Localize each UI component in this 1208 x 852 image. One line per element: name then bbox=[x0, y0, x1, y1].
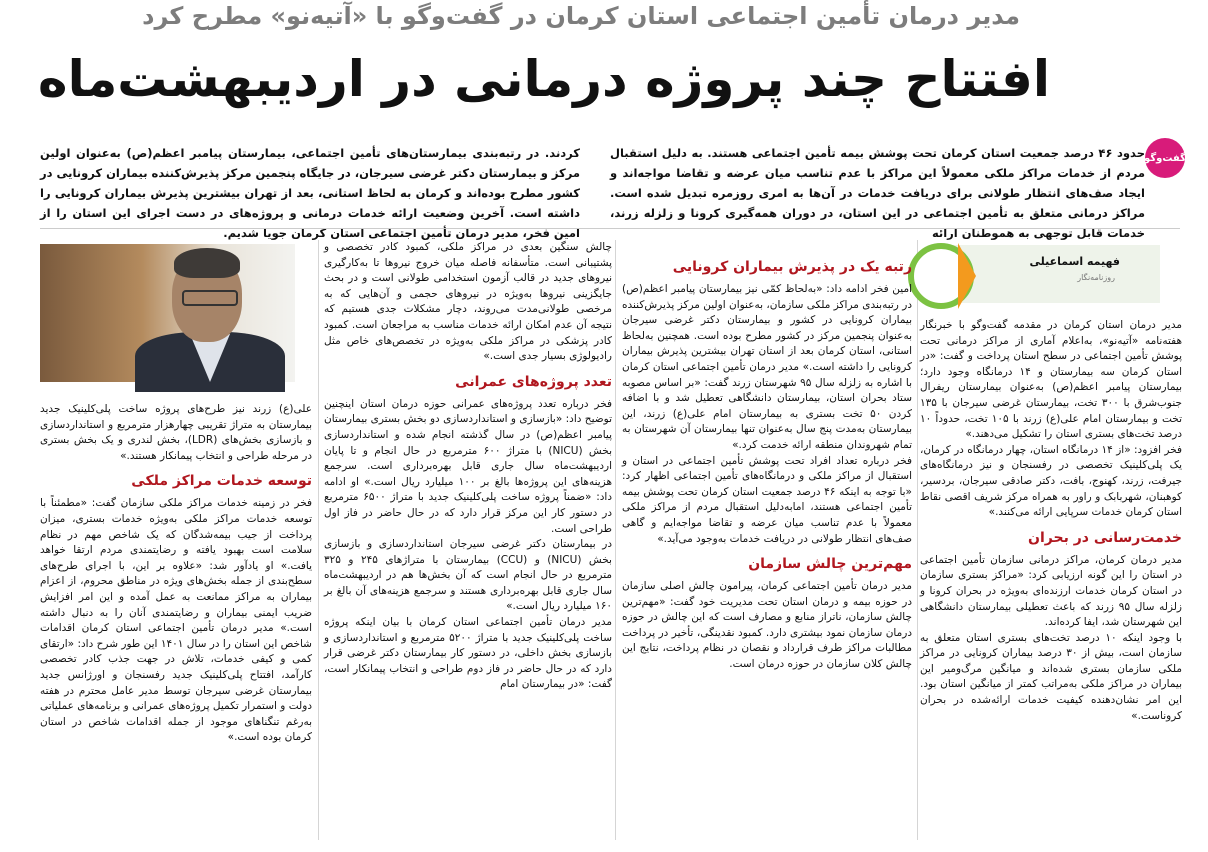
paragraph: مدیر درمان تأمین اجتماعی کرمان، پیرامون چالش اصلی سازمان در حوزه بیمه و درمان استان تحت مدیریت خود گفت: «مهم‌ترین چالش سازمان، ناتراز منابع و مصارف است که این چالش در حوزه درمان سازمان نمود بیشتری دارد. کمبود نقدینگی، تأخیر در پرداخت مطالبات مراکز طرف قرارداد و نقصان در نظام پرداخت، نتایج این چالش کلان سازمان در حوزه درمان است. bbox=[622, 580, 912, 671]
subheading: توسعه خدمات مراکز ملکی bbox=[131, 473, 312, 490]
paragraph: در بیمارستان دکتر غرضی سیرجان استانداردسازی و بازسازی بخش (NICU) و (CCU) بیمارستان با متراژهای ۲۴۵ و ۳۲۵ مترمربع در حال انجام است که آن بخش‌ها هم در اردیبهشت‌ماه سال جاری قابل بهره‌برداری هستند و سرجمع هزینه‌های آن بالغ بر ۱۶۰ میلیارد ریال است.» bbox=[324, 538, 612, 613]
author-arrow-icon bbox=[958, 243, 976, 309]
divider bbox=[40, 228, 1180, 229]
paragraph: فخر افزود: «از ۱۴ درمانگاه استان، چهار درمانگاه در کرمان، یک پلی‌کلینیک تخصصی در رفسنجان و نیز درمانگاه‌های جیرفت، زرند، کهنوج، بافت، دکتر صادقی سیرجان، بردسیر، کوهبنان، شهربابک و راور به همراه مرکز شریف اقصی نقاط استان کرمان خدمات سرپایی ارائه می‌کنند.» bbox=[920, 443, 1182, 519]
column-divider bbox=[615, 240, 616, 840]
column-4 bbox=[40, 402, 312, 846]
paragraph: مدیر درمان استان کرمان در مقدمه گفت‌وگو با خبرنگار هفته‌نامه «آتیه‌نو»، به‌اعلام آماری از مراکز درمانی تحت پوشش تأمین اجتماعی در سطح استان پرداخت و گفت: «در استان کرمان سه بیمارستان و ۱۴ درمانگاه وجود دارد؛ بیمارستان پیامبر اعظم(ص) به‌عنوان بیمارستان ریفرال جنوب‌شرق با ۳۰۰ تخت، بیمارستان غرضی سیرجان با ۱۳۵ تخت و بیمارستان امام علی(ع) زرند با ۱۰۵ تخت، حدوداً ۱۰ درصد تخت‌های بستری استان را تشکیل می‌دهند.» bbox=[920, 319, 1182, 441]
paragraph: مدیر درمان تأمین اجتماعی استان کرمان با بیان اینکه پروژه ساخت پلی‌کلینیک جدید با متراژ ۵۲۰۰ مترمربع و استانداردسازی و بازسازی بخش داخلی، در دستور کار بیمارستان دکتر غرضی قرار دارد که در حال حاضر در فاز دوم طراحی و انتخاب پیمانکار است، گفت: «در بیمارستان امام bbox=[324, 616, 612, 691]
subheading: خدمت‌رسانی در بحران bbox=[1028, 529, 1182, 546]
paragraph: علی(ع) زرند نیز طرح‌های پروژه ساخت پلی‌کلینیک جدید بیمارستان به متراژ تقریبی چهارهزار مترمربع و استانداردسازی و بازسازی بخش‌های (LDR)، بخش لندری و یک بخش بستری در مرحله طراحی و انتخاب پیمانکار هستند.» bbox=[40, 403, 313, 462]
column-1 bbox=[920, 318, 1182, 846]
kicker: مدیر درمان تأمین اجتماعی استان کرمان در گفت‌وگو با «آتیه‌نو» مطرح کرد bbox=[142, 2, 1020, 30]
column-2 bbox=[622, 236, 912, 846]
author-role: روزنامه‌نگار bbox=[1077, 273, 1115, 282]
column-3 bbox=[324, 240, 612, 846]
subheading: مهم‌ترین چالش سازمان bbox=[748, 556, 912, 573]
section-badge: گفت‌وگو bbox=[1145, 138, 1185, 178]
column-divider bbox=[318, 240, 319, 840]
author-name: فهیمه اسماعیلی bbox=[1029, 255, 1120, 268]
photo-hair bbox=[174, 248, 240, 278]
paragraph: امین فخر ادامه داد: «به‌لحاظ کمّی نیز بیمارستان پیامبر اعظم(ص) در رتبه‌بندی مراکز ملکی سازمان، به‌عنوان اولین مرکز پذیرش‌کننده بیماران کرونایی در کشور و بیمارستان دکتر غرضی سیرجان به‌عنوان پنجمین مرکز در کشور مطرح بوده است. همچنین به‌لحاظ استانی، استان کرمان بعد از استان تهران بیشترین پذیرش بیماران کرونایی را داشته است.» مدیر درمان تأمین اجتماعی استان کرمان با اشاره به زلزله سال ۹۵ شهرستان زرند گفت: «بر اساس مصوبه ستاد بحران استان، بیمارستان دانشگاهی تعطیل شد و با اضافه کردن ۵۰ تخت بستری به بیمارستان امام علی(ع) زرند، این بیمارستان به‌مدت پنج سال به‌عنوان تنها بیمارستان آن شهرستان به تمام شهروندان منطقه ارائه خدمت کرد.» bbox=[622, 283, 912, 451]
paragraph: فخر درباره تعداد افراد تحت پوشش تأمین اجتماعی در استان و استقبال از مراکز ملکی و درمانگاه‌های تأمین اجتماعی اظهار کرد: «با توجه به اینکه ۴۶ درصد جمعیت استان کرمان تحت پوشش بیمه تأمین اجتماعی هستند، امابه‌دلیل استقبال مردم از مراکز ملکی معمولاً با عدم تناسب میان عرضه و تقاضا مواجه‌ایم و گاهی صف‌های انتظار طولانی در دریافت خدمات به‌وجود می‌آید.» bbox=[622, 454, 912, 545]
paragraph: مدیر درمان کرمان، مراکز درمانی سازمان تأمین اجتماعی در استان را این گونه ارزیابی کرد: «مراکز بستری سازمان در استان کرمان خدمات ارزنده‌ای به‌ویژه در بحران کرونا و زلزله سال ۹۵ زرند که باعث تعطیلی بیمارستان دانشگاهی این شهرستان شد، ایفا کرده‌اند. bbox=[920, 553, 1182, 629]
column-divider bbox=[917, 240, 918, 840]
subheading: تعدد پروژه‌های عمرانی bbox=[455, 373, 612, 390]
intro-paragraph-2: کردند. در رتبه‌بندی بیمارستان‌های تأمین اجتماعی، بیمارستان پیامبر اعظم(ص) به‌عنوان اولین مرکز و بیمارستان دکتر غرضی سیرجان، در جایگاه پنجمین مرکز پذیرش‌کننده بیماران کرونایی در کشور مطرح بوده‌اند و کرمان به لحاظ استانی، بعد از تهران بیشترین پذیرش بیماران کرونایی را داشته است. آخرین وضعیت ارائه خدمات درمانی و پروژه‌های در دست اجرای این استان را از امین فخر، مدیر درمان تأمین اجتماعی استان کرمان جویا شدیم. bbox=[40, 146, 580, 240]
intro-paragraph-1: حدود ۴۶ درصد جمعیت استان کرمان تحت پوشش بیمه تأمین اجتماعی هستند. به دلیل استقبال مردم از خدمات مراکز ملکی معمولاً این مراکز با عدم تناسب میان عرضه و تقاضا مواجه‌اند و ایجاد صف‌های انتظار طولانی برای دریافت خدمات در آن‌ها به امری روزمره تبدیل شده است. مراکز درمانی متعلق به تأمین اجتماعی در این استان، در دوران همه‌گیری کرونا و زلزله زرند، خدمات قابل توجهی به هموطنان ارائه bbox=[610, 146, 1145, 240]
portrait-photo bbox=[40, 244, 295, 382]
paragraph: با وجود اینکه ۱۰ درصد تخت‌های بستری استان متعلق به سازمان است، بیش از ۳۰ درصد بیماران کرونایی در مراکز ملکی سازمان بستری شده‌اند و میانگین مرگ‌ومیر این بیماران در مراکز ملکی به‌مراتب کمتر از میانگین استان بود. این امر نشان‌دهنده کیفیت خدمات ارائه‌شده در بحران کروناست.» bbox=[920, 631, 1182, 722]
photo-glasses bbox=[182, 290, 238, 306]
headline: افتتاح چند پروژه درمانی در اردیبهشت‌ماه bbox=[38, 50, 1050, 108]
subheading: رتبه یک در پذیرش بیماران کرونایی bbox=[672, 259, 912, 275]
author-box bbox=[900, 243, 1200, 313]
paragraph: فخر درباره تعدد پروژه‌های عمرانی حوزه درمان استان اینچنین توضیح داد: «بازسازی و استانداردسازی دو بخش بستری بیمارستان پیامبر اعظم(ص) در سال گذشته انجام شده و استانداردسازی بخش (NICU) با متراژ ۶۰۰ مترمربع در حال انجام و تا پایان اردیبهشت‌ماه سال جاری قابل بهره‌برداری است. سرجمع هزینه‌های این پروژه‌ها بالغ بر ۱۰۰ میلیارد ریال است.» او ادامه داد: «ضمناً پروژه ساخت پلی‌کلینیک جدید با متراژ ۶۵۰۰ مترمربع در دستور کار این مرکز قرار دارد که در حال حاضر در فاز اول طراحی است. bbox=[324, 397, 613, 535]
paragraph: چالش سنگین بعدی در مراکز ملکی، کمبود کادر تخصصی و پشتیبانی است. متأسفانه فاصله میان خروج نیروها تا به‌کارگیری نیروهای جدید در قالب آزمون استخدامی طولانی است و در بحث جایگزینی نیروها به‌ویژه در نیروهای حجمی و آن‌هایی که به مرخصی طولانی‌مدت می‌روند، دچار مشکلات جدی هستیم که نتیجه آن عدم امکان ارائه خدمات مناسب به مراجعان است. کمبود کادر پزشکی در مراکز ملکی به‌ویژه در تخصص‌های خاص مثل رادیولوژی بسیار جدی است.» bbox=[324, 241, 612, 363]
paragraph: فخر در زمینه خدمات مراکز ملکی سازمان گفت: «مطمئناً با توسعه خدمات مراکز ملکی به‌ویژه خدمات بستری، میزان پرداخت از جیب بیمه‌شدگان که یک شاخص مهم در نظام سلامت است بهبود یافته و رضایتمندی مردم ارتقا خواهد یافت.» او یادآور شد: «علاوه بر این، با اجرای طرح‌های سطح‌بندی از جمله بخش‌های ویژه در مناطق محروم، از اعزام بیماران به مراکز ممانعت به عمل آمده و این امر افزایش ضریب ایمنی بیماران و رضایتمندی آنان را به دنبال داشته است.» مدیر درمان تأمین اجتماعی استان کرمان اقدامات شاخص این استان را در سال ۱۴۰۱ این طور شرح داد: «ارتقای کمی و کیفی خدمات، تلاش در جهت جذب کادر تخصصی کارآمد، افتتاح پلی‌کلینیک جدید رفسنجان و اورژانس جدید بیمارستان غرضی سیرجان توسط مدیر عامل محترم در هفته دولت و استمرار تکمیل پروژه‌های عمرانی و برنامه‌های عملیاتی به‌رغم تنگناهای موجود از جمله اقدامات شاخص در استان کرمان بوده است.» bbox=[40, 497, 312, 744]
